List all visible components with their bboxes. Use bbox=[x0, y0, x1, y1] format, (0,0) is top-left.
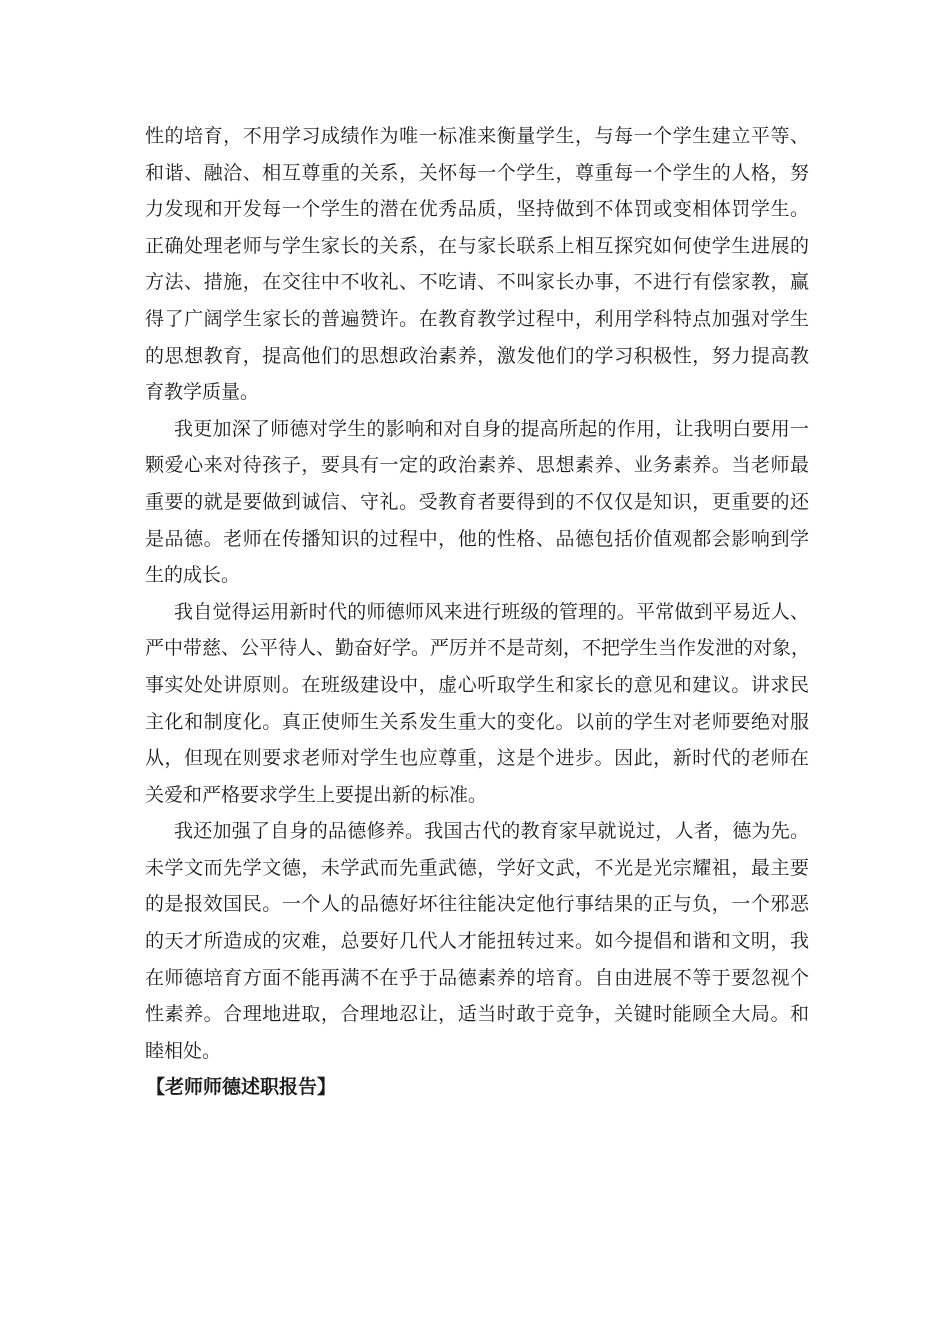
paragraph-line: 性素养。合理地进取，合理地忍让，适当时敢于竞争，关键时能顾全大局。和 bbox=[145, 1003, 809, 1026]
paragraph-line: 的天才所造成的灾难，总要好几代人才能扭转过来。如今提倡和谐和文明，我 bbox=[145, 930, 809, 953]
document-page bbox=[145, 118, 809, 1106]
paragraph-line: 正确处理老师与学生家长的关系，在与家长联系上相互探究如何使学生进展的 bbox=[145, 234, 809, 257]
paragraph-line: 从，但现在则要求老师对学生也应尊重，这是个进步。因此，新时代的老师在 bbox=[145, 747, 809, 770]
paragraph-line: 严中带慈、公平待人、勤奋好学。严厉并不是苛刻，不把学生当作发泄的对象， bbox=[145, 637, 811, 660]
paragraph-line: 的思想教育，提高他们的思想政治素养，激发他们的学习积极性，努力提高教 bbox=[145, 344, 809, 367]
paragraph-line: 是品德。老师在传播知识的过程中，他的性格、品德包括价值观都会影响到学 bbox=[145, 527, 809, 550]
paragraph-line: 在师德培育方面不能再满不在乎于品德素养的培育。自由进展不等于要忽视个 bbox=[145, 966, 809, 989]
paragraph-line: 育教学质量。 bbox=[145, 381, 260, 404]
paragraph-4 bbox=[145, 813, 809, 1069]
paragraph-2 bbox=[145, 411, 809, 594]
paragraph-line: 未学文而先学文德，未学武而先重武德，学好文武，不光是光宗耀祖，最主要 bbox=[145, 856, 809, 879]
paragraph-1 bbox=[145, 118, 809, 411]
paragraph-line: 力发现和开发每一个学生的潜在优秀品质，坚持做到不体罚或变相体罚学生。 bbox=[145, 198, 809, 221]
paragraph-line: 方法、措施，在交往中不收礼、不吃请、不叫家长办事，不进行有偿家教，赢 bbox=[145, 271, 809, 294]
paragraph-line: 关爱和严格要求学生上要提出新的标准。 bbox=[145, 783, 488, 806]
paragraph-line: 重要的就是要做到诚信、守礼。受教育者要得到的不仅仅是知识，更重要的还 bbox=[145, 490, 809, 513]
paragraph-line: 得了广阔学生家长的普遍赞许。在教育教学过程中，利用学科特点加强对学生 bbox=[145, 307, 809, 330]
paragraph-line: 睦相处。 bbox=[145, 1039, 222, 1062]
paragraph-line: 主化和制度化。真正使师生关系发生重大的变化。以前的学生对老师要绝对服 bbox=[145, 710, 809, 733]
paragraph-line: 我自觉得运用新时代的师德师风来进行班级的管理的。平常做到平易近人、 bbox=[174, 600, 809, 623]
paragraph-line: 生的成长。 bbox=[145, 564, 241, 587]
paragraph-line: 我更加深了师德对学生的影响和对自身的提高所起的作用，让我明白要用一 bbox=[174, 417, 809, 440]
paragraph-line: 颗爱心来对待孩子，要具有一定的政治素养、思想素养、业务素养。当老师最 bbox=[145, 454, 809, 477]
section-heading: 【老师师德述职报告】 bbox=[146, 1076, 337, 1099]
paragraph-line: 和谐、融洽、相互尊重的关系，关怀每一个学生，尊重每一个学生的人格，努 bbox=[145, 161, 809, 184]
paragraph-3 bbox=[145, 594, 809, 814]
paragraph-line: 的是报效国民。一个人的品德好坏往往能决定他行事结果的正与负，一个邪恶 bbox=[145, 893, 809, 916]
paragraph-line: 事实处处讲原则。在班级建设中，虚心听取学生和家长的意见和建议。讲求民 bbox=[145, 673, 809, 696]
paragraph-line: 性的培育，不用学习成绩作为唯一标准来衡量学生，与每一个学生建立平等、 bbox=[145, 125, 809, 147]
paragraph-line: 我还加强了自身的品德修养。我国古代的教育家早就说过，人者，德为先。 bbox=[174, 820, 809, 843]
